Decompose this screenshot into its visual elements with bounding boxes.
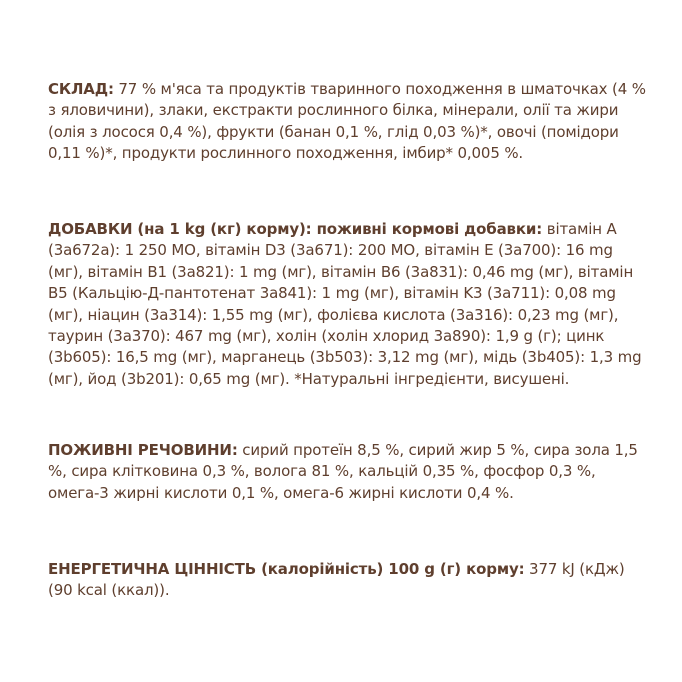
energy-section [48, 559, 648, 602]
nutrients-section [48, 440, 648, 504]
additives-lead: поживні кормові добавки: [311, 220, 543, 238]
energy-text: 377 kJ (кДж) (90 kcal (ккал)). [48, 560, 625, 600]
energy-heading: ЕНЕРГЕТИЧНА ЦІННІСТЬ (калорійність) 100 g (г) корму: [48, 560, 525, 578]
additives-heading: ДОБАВКИ (на 1 kg (кг) корму): [48, 220, 312, 238]
additives-text: вітамін A (3a672a): 1 250 МО, вітамін D3 (3a671): 200 МО, вітамін E (3a700): 16 mg (мг), вітамін B1 (3a821): 1 mg (мг), вітамін B6 (3a831): 0,46 mg (мг), вітамін B5 (Кальцію-Д-пантотенат 3a841): 1 mg (мг), вітамін K3 (3a711): 0,08 mg (мг), ніацин (3a314): 1,55 mg (мг), фолієва кислота (3a316): 0,23 mg (мг), таурин (3a370): 467 mg (мг), холін (холін хлорид 3a890): 1,9 g (г); цинк (3b605): 16,5 mg (мг), марганець (3b503): 3,12 mg (мг), мідь (3b405): 1,3 mg (мг), йод (3b201): 0,65 mg (мг). *Натуральні інгредієнти, висушені. [48, 220, 642, 388]
nutrients-text: сирий протеїн 8,5 %, сирий жир 5 %, сира зола 1,5 %, сира клітковина 0,3 %, волога 81 %, кальцій 0,35 %, фосфор 0,3 %, омега-3 жирні кислоти 0,1 %, омега-6 жирні кислоти 0,4 %. [48, 441, 638, 502]
composition-text: 77 % м'яса та продуктів тваринного походження в шматочках (4 % з яловичини), злаки, екстракти рослинного білка, мінерали, олії та жири (олія з лосося 0,4 %), фрукти (банан 0,1 %, глід 0,03 %)*, овочі (помідори 0,11 %)*, продукти рослинного походження, імбир* 0,005 %. [48, 80, 646, 163]
additives-section [48, 219, 648, 390]
composition-section [48, 79, 648, 165]
nutrients-heading: ПОЖИВНІ РЕЧОВИНИ: [48, 441, 238, 459]
composition-heading: СКЛАД: [48, 80, 114, 98]
